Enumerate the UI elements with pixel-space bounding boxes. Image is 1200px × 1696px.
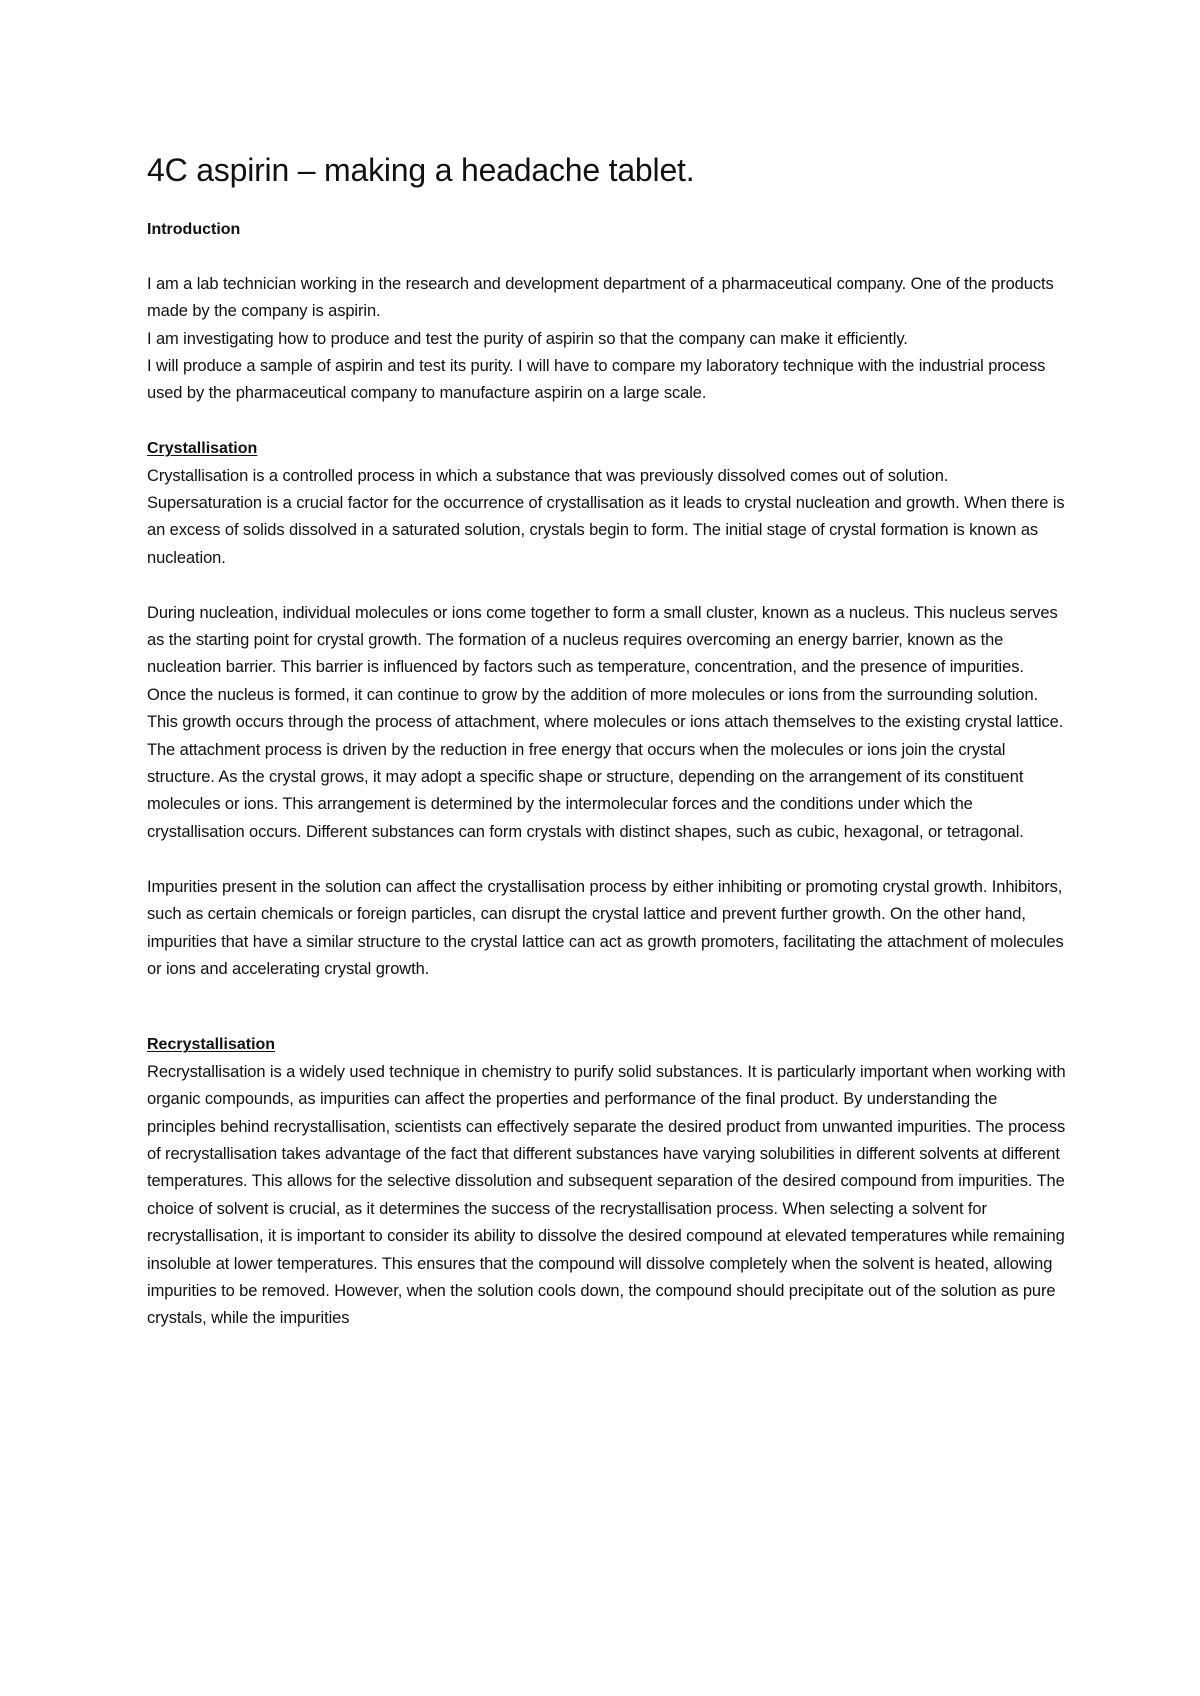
spacer (147, 408, 1067, 435)
crystallisation-paragraph-1: Crystallisation is a controlled process in which a substance that was previously dissolved comes out of solution. Supersaturation is a crucial factor for the occurrence of crystallisation as it leads to crystal nucleation and growth. When there is an excess of solids dissolved in a saturated solution, crystals begin to form. The initial stage of crystal formation is known as nucleation. (147, 466, 1065, 567)
spacer (147, 846, 1067, 873)
document-page (147, 150, 1067, 1333)
introduction-heading: Introduction (147, 221, 241, 238)
crystallisation-paragraph-2: During nucleation, individual molecules or ions come together to form a small cluster, known as a nucleus. This nucleus serves as the starting point for crystal growth. The formation of a nucleus requires overcoming an energy barrier, known as the nucleation barrier. This barrier is influenced by factors such as temperature, concentration, and the presence of impurities. Once the nucleus is formed, it can continue to grow by the addition of more molecules or ions from the surrounding solution. This growth occurs through the process of attachment, where molecules or ions attach themselves to the existing crystal lattice. The attachment process is driven by the reduction in free energy that occurs when the molecules or ions join the crystal structure. As the crystal grows, it may adopt a specific shape or structure, depending on the arrangement of its constituent molecules or ions. This arrangement is determined by the intermolecular forces and the conditions under which the crystallisation occurs. Different substances can form crystals with distinct shapes, such as cubic, hexagonal, or tetragonal. (147, 603, 1064, 841)
introduction-paragraph-2: I am investigating how to produce and test the purity of aspirin so that the company can make it efficiently. (147, 329, 908, 348)
crystallisation-paragraph-3: Impurities present in the solution can affect the crystallisation process by either inhibiting or promoting crystal growth. Inhibitors, such as certain chemicals or foreign particles, can disrupt the crystal lattice and prevent further growth. On the other hand, impurities that have a similar structure to the crystal lattice can act as growth promoters, facilitating the attachment of molecules or ions and accelerating crystal growth. (147, 877, 1064, 978)
introduction-paragraph-3: I will produce a sample of aspirin and test its purity. I will have to compare my laboratory technique with the industrial process used by the pharmaceutical company to manufacture aspirin on a large scale. (147, 357, 1046, 403)
spacer (147, 572, 1067, 599)
recrystallisation-paragraph-1: Recrystallisation is a widely used technique in chemistry to purify solid substances. It is particularly important when working with organic compounds, as impurities can affect the properties and performance of the final product. By understanding the principles behind recrystallisation, scientists can effectively separate the desired product from unwanted impurities. The process of recrystallisation takes advantage of the fact that different substances have varying solubilities in different solvents at different temperatures. This allows for the selective dissolution and subsequent separation of the desired compound from impurities. The choice of solvent is crucial, as it determines the success of the recrystallisation process. When selecting a solvent for recrystallisation, it is important to consider its ability to dissolve the desired compound at elevated temperatures while remaining insoluble at lower temperatures. This ensures that the compound will dissolve completely when the solvent is heated, allowing impurities to be removed. However, when the solution cools down, the compound should precipitate out of the solution as pure crystals, while the impurities (147, 1062, 1066, 1328)
introduction-paragraph-1: I am a lab technician working in the research and development department of a pharmaceutical company. One of the products made by the company is aspirin. (147, 274, 1054, 321)
page-title: 4C aspirin – making a headache tablet. (147, 152, 695, 188)
crystallisation-heading: Crystallisation (147, 440, 258, 458)
spacer (147, 243, 1067, 270)
spacer (147, 983, 1067, 1031)
recrystallisation-heading: Recrystallisation (147, 1036, 276, 1054)
